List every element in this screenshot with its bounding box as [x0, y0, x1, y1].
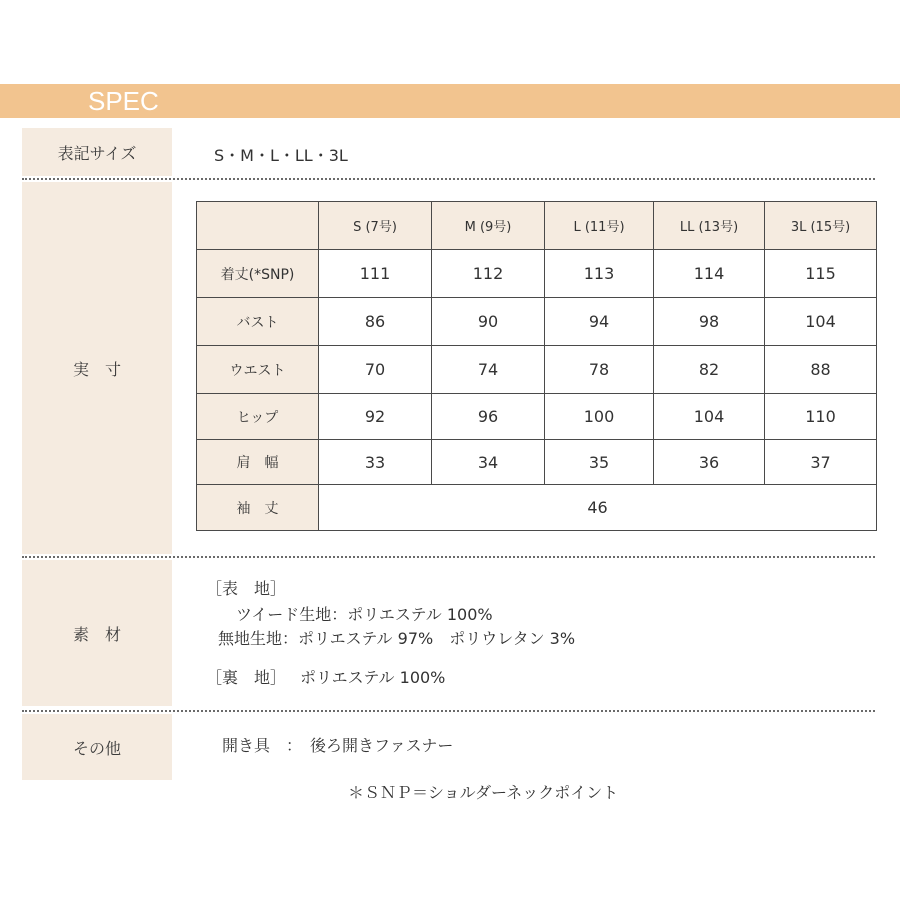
column-header: L (11号) — [545, 202, 654, 250]
lining-heading: ［裏 地］ — [206, 668, 287, 687]
table-cell: 88 — [765, 346, 877, 394]
table-cell: 111 — [319, 250, 432, 298]
outer-fabric-line: ツイード生地：ポリエステル 100% — [236, 605, 493, 624]
size-table — [196, 201, 877, 531]
table-cell: 90 — [432, 298, 545, 346]
row-label: 袖 丈 — [197, 485, 319, 531]
table-cell: 86 — [319, 298, 432, 346]
lining-value: ポリエステル 100% — [300, 668, 446, 687]
column-header: M (9号) — [432, 202, 545, 250]
footnote: ＊ＳＮＰ＝ショルダーネックポイント — [348, 783, 619, 802]
column-header: 3L (15号) — [765, 202, 877, 250]
row-label: ウエスト — [197, 346, 319, 394]
material-label: 素 材 — [22, 560, 172, 706]
table-cell: 82 — [654, 346, 765, 394]
row-label: 肩 幅 — [197, 440, 319, 485]
table-row — [197, 298, 877, 346]
other-label: その他 — [22, 714, 172, 780]
table-row — [197, 346, 877, 394]
table-cell: 33 — [319, 440, 432, 485]
table-cell: 110 — [765, 394, 877, 440]
table-cell: 104 — [654, 394, 765, 440]
row-label: ヒップ — [197, 394, 319, 440]
table-corner-cell — [197, 202, 319, 250]
table-cell: 113 — [545, 250, 654, 298]
table-cell: 70 — [319, 346, 432, 394]
outer-fabric-heading: ［表 地］ — [206, 579, 287, 598]
table-cell: 100 — [545, 394, 654, 440]
row-label: 着丈(*SNP) — [197, 250, 319, 298]
divider — [22, 178, 875, 180]
divider — [22, 710, 875, 712]
sleeve-length-cell: 46 — [319, 485, 877, 531]
closure-value: 開き具 ： 後ろ開きファスナー — [222, 736, 454, 755]
table-cell: 94 — [545, 298, 654, 346]
table-cell: 96 — [432, 394, 545, 440]
column-header: S (7号) — [319, 202, 432, 250]
table-cell: 114 — [654, 250, 765, 298]
table-cell: 98 — [654, 298, 765, 346]
table-cell: 34 — [432, 440, 545, 485]
table-cell: 74 — [432, 346, 545, 394]
table-header-row — [197, 202, 877, 250]
table-cell: 104 — [765, 298, 877, 346]
row-label: バスト — [197, 298, 319, 346]
outer-fabric-line: 無地生地：ポリエステル 97% ポリウレタン 3% — [218, 629, 576, 648]
table-cell: 115 — [765, 250, 877, 298]
table-row — [197, 394, 877, 440]
table-row — [197, 440, 877, 485]
table-cell: 112 — [432, 250, 545, 298]
table-row — [197, 250, 877, 298]
measurements-label: 実 寸 — [22, 182, 172, 554]
table-cell: 37 — [765, 440, 877, 485]
divider — [22, 556, 875, 558]
table-cell: 35 — [545, 440, 654, 485]
table-cell: 36 — [654, 440, 765, 485]
table-row — [197, 485, 877, 531]
table-cell: 78 — [545, 346, 654, 394]
spec-title: SPEC — [88, 86, 159, 116]
table-cell: 92 — [319, 394, 432, 440]
column-header: LL (13号) — [654, 202, 765, 250]
size-notation-label: 表記サイズ — [22, 128, 172, 176]
size-notation-value: S・M・L・LL・3L — [214, 146, 348, 165]
